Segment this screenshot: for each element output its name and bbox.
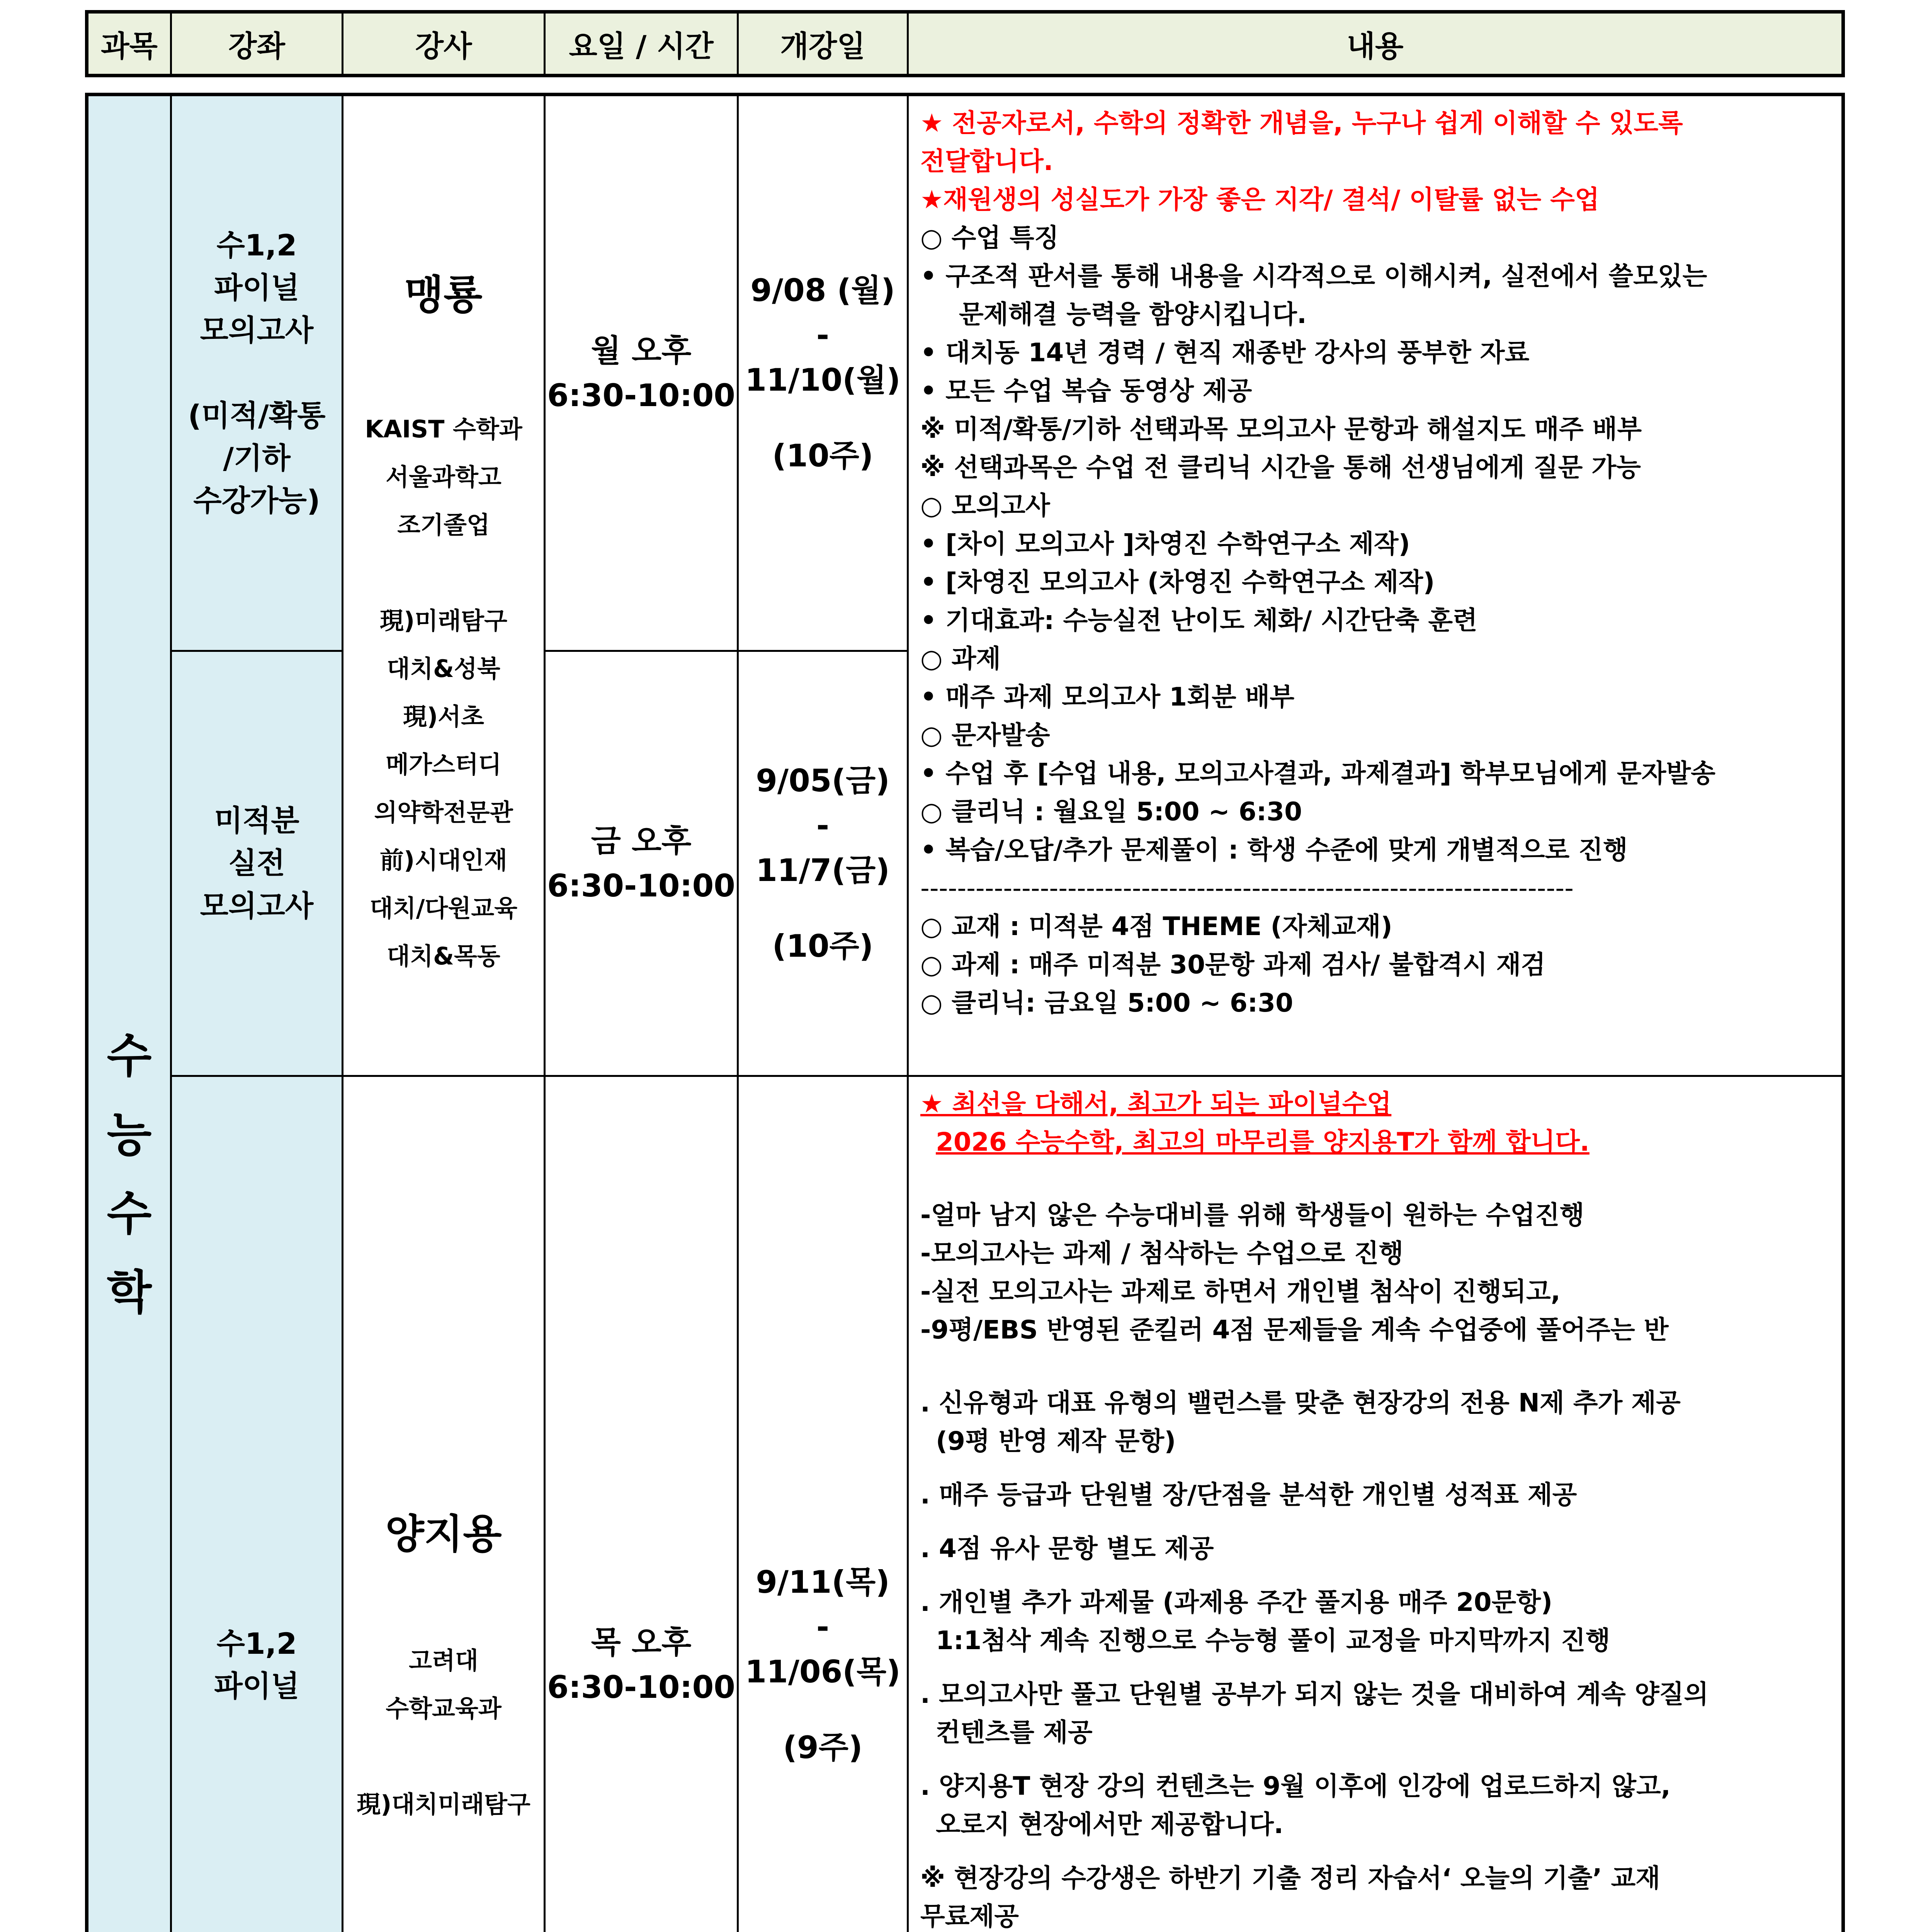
header-subject: 과목 <box>87 12 171 76</box>
schedule-table <box>85 93 1845 1932</box>
teacher-cell-maengryong <box>343 95 545 1076</box>
divider-line: ----------------------------------------------------------------------- <box>920 873 1574 903</box>
table-row <box>87 95 1843 651</box>
header-course: 강좌 <box>171 12 343 76</box>
content-cell-yangjiyong: ★ 최선을 다해서, 최고가 되는 파이널수업 2026 수능수학, 최고의 마무리를 양지용T가 함께 합니다. -얼마 남지 않은 수능대비를 위해 학생들이 원하는 수업진행 -모의고사는 과제 / 첨삭하는 수업으로 진행 -실전 모의고사는 과제로 하면서 개인별 첨삭이 진행되고, -9평/EBS 반영된 준킬러 4점 문제들을 계속 수업중에 풀어주는 반 . 신유형과 대표 유형의 밸런스를 맞춘 현장강의 전용 N제 추가 제공 (9평 반영 제작 문항) . 매주 등급과 단원별 장/단점을 분석한 개인별 성적표 제공 . 4점 유사 문항 별도 제공 . 개인별 추가 과제물 (과제용 주간 풀지용 매주 20문항) 1:1첨삭 계속 진행으로 수능형 풀이 교정을 마지막까지 진행 . 모의고사만 풀고 단원별 공부가 되지 않는 것을 대비하여 계속 양질의 컨텐츠를 제공 . 양지용T 현장 강의 컨텐츠는 9월 이후에 인강에 업로드하지 않고, 오로지 현장에서만 제공합니다. ※ 현장강의 수강생은 하반기 기출 정리 자습서‘ 오늘의 기출’ 교재 무료제공 <box>908 1076 1843 1932</box>
time-cell: 금 오후 6:30-10:00 <box>545 651 738 1076</box>
start-date-cell: 9/08 (월) - 11/10(월) (10주) <box>738 95 908 651</box>
subject-label: 수 능 수 학 <box>107 1029 152 1320</box>
teacher-bio: 고려대 수학교육과 現)대치미래탐구 <box>357 1646 530 1818</box>
start-date-cell: 9/05(금) - 11/7(금) (10주) <box>738 651 908 1076</box>
content-cell-maengryong: ★ 전공자로서, 수학의 정확한 개념을, 누구나 쉽게 이해할 수 있도록 전달합니다. ★재원생의 성실도가 가장 좋은 지각/ 결석/ 이탈률 없는 수업 ○ 수업 특징 • 구조적 판서를 통해 내용을 시각적으로 이해시켜, 실전에서 쓸모있는 문제해결 능력을 함양시킵니다. • 대치동 14년 경력 / 현직 재종반 강사의 풍부한 자료 • 모든 수업 복습 동영상 제공 ※ 미적/확통/기하 선택과목 모의고사 문항과 해설지도 매주 배부 ※ 선택과목은 수업 전 클리닉 시간을 통해 선생님에게 질문 가능 ○ 모의고사 • [차이 모의고사 ]차영진 수학연구소 제작) • [차영진 모의고사 (차영진 수학연구소 제작) • 기대효과: 수능실전 난이도 체화/ 시간단축 훈련 ○ 과제 • 매주 과제 모의고사 1회분 배부 ○ 문자발송 • 수업 후 [수업 내용, 모의고사결과, 과제결과] 학부모님에게 문자발송 ○ 클리닉 : 월요일 5:00 ~ 6:30 • 복습/오답/추가 문제풀이 : 학생 수준에 맞게 개별적으로 진행 ----------------------------------------------------------------------- ○ 교재 : 미적분 4점 THEME (자체교재) ○ 과제 : 매주 미적분 30문항 과제 검사/ 불합격시 재검 ○ 클리닉: 금요일 5:00 ~ 6:30 <box>908 95 1843 1076</box>
course-cell-final: 수1,2 파이널 <box>171 1076 343 1932</box>
time-cell: 목 오후 6:30-10:00 <box>545 1076 738 1932</box>
course-title: 수1,2 파이널 모의고사 <box>200 228 314 348</box>
subject-cell <box>87 95 171 1932</box>
teacher-name: 맹룡 <box>405 271 483 318</box>
header-content: 내용 <box>908 12 1843 76</box>
header-table <box>85 10 1845 77</box>
teacher-cell-yangjiyong <box>343 1076 545 1932</box>
course-note: (미적/확통 /기하 수강가능) <box>188 398 326 518</box>
table-row <box>87 1076 1843 1932</box>
start-date-cell: 9/11(목) - 11/06(목) (9주) <box>738 1076 908 1932</box>
teacher-bio: KAIST 수학과 서울과학고 조기졸업 現)미래탐구 대치&성북 現)서초 메가스터디 의약학전문관 前)시대인재 대치/다원교육 대치&목동 <box>365 415 522 970</box>
course-cell-final-mock <box>171 95 343 651</box>
header-teacher: 강사 <box>343 12 545 76</box>
header-start-date: 개강일 <box>738 12 908 76</box>
course-cell-calculus-mock: 미적분 실전 모의고사 <box>171 651 343 1076</box>
teacher-name: 양지용 <box>385 1510 502 1558</box>
time-cell: 월 오후 6:30-10:00 <box>545 95 738 651</box>
header-time: 요일 / 시간 <box>545 12 738 76</box>
